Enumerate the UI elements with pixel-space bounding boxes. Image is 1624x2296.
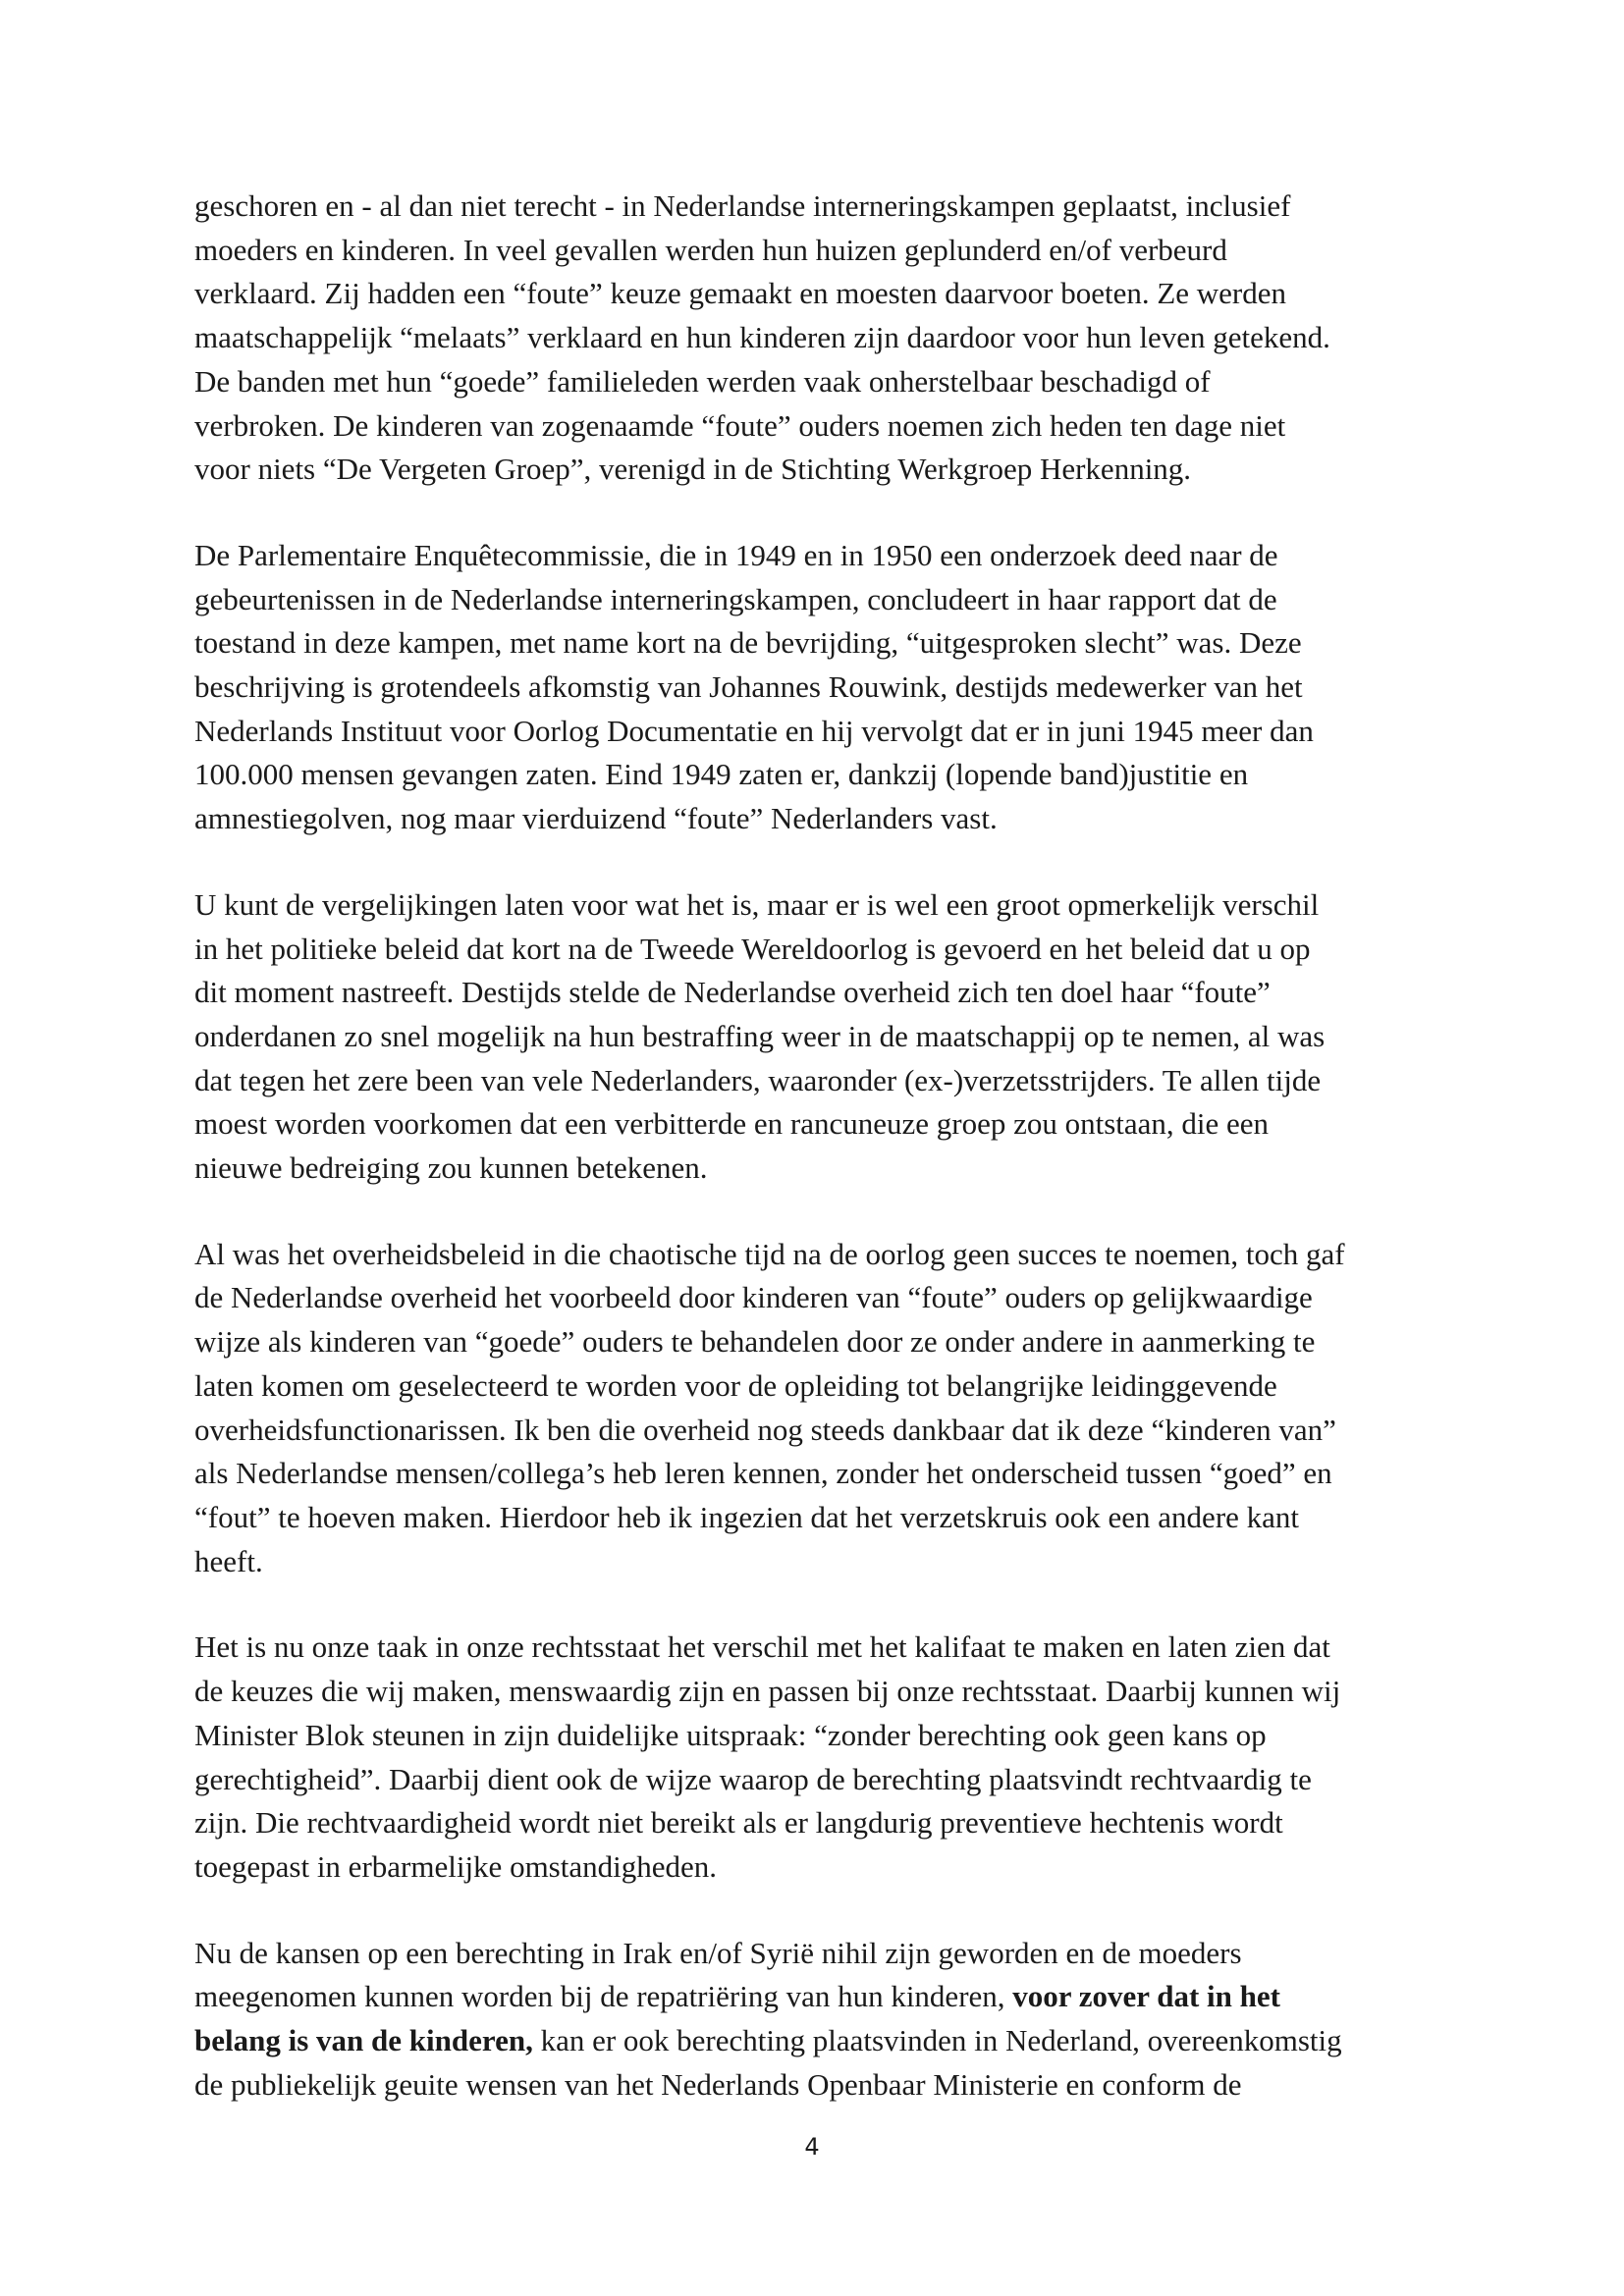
text-line: overheidsfunctionarissen. Ik ben die overheid nog steeds dankbaar dat ik deze “kinderen van” — [194, 1412, 1336, 1447]
text-line: Al was het overheidsbeleid in die chaotische tijd na de oorlog geen succes te noemen, toch gaf — [194, 1236, 1345, 1271]
text-line: Nu de kansen op een berechting in Irak en/of Syrië nihil zijn geworden en de moeders — [194, 1935, 1242, 1970]
text-line: De banden met hun “goede” familieleden werden vaak onherstelbaar beschadigd of — [194, 363, 1211, 399]
text-line: toestand in deze kampen, met name kort na de bevrijding, “uitgesproken slecht” was. Deze — [194, 625, 1302, 661]
text-line: beschrijving is grotendeels afkomstig van Johannes Rouwink, destijds medewerker van het — [194, 669, 1303, 705]
bold-text-run: belang is van de kinderen, — [194, 2023, 533, 2058]
text-line: verklaard. Zij hadden een “foute” keuze gemaakt en moesten daarvoor boeten. Ze werden — [194, 276, 1287, 311]
bold-text-run: voor zover dat in het — [1012, 1979, 1280, 2014]
text-line: gebeurtenissen in de Nederlandse interneringskampen, concludeert in haar rapport dat de — [194, 581, 1277, 616]
text-line: verbroken. De kinderen van zogenaamde “foute” ouders noemen zich heden ten dage niet — [194, 407, 1286, 443]
text-line: laten komen om geselecteerd te worden voor de opleiding tot belangrijke leidinggevende — [194, 1367, 1277, 1403]
text-line: “fout” te hoeven maken. Hierdoor heb ik ingezien dat het verzetskruis ook een andere kant — [194, 1499, 1300, 1534]
text-line: in het politieke beleid dat kort na de Tweede Wereldoorlog is gevoerd en het beleid dat u op — [194, 931, 1311, 966]
text-line: toegepast in erbarmelijke omstandigheden. — [194, 1848, 717, 1884]
text-line: dit moment nastreeft. Destijds stelde de Nederlandse overheid zich ten doel haar “foute” — [194, 975, 1271, 1010]
text-line: wijze als kinderen van “goede” ouders te behandelen door ze onder andere in aanmerking te — [194, 1324, 1316, 1360]
page-number: 4 — [804, 2133, 820, 2161]
text-line: de Nederlandse overheid het voorbeeld door kinderen van “foute” ouders op gelijkwaardige — [194, 1280, 1313, 1315]
document-body — [194, 185, 1461, 2149]
text-line: moeders en kinderen. In veel gevallen werden hun huizen geplunderd en/of verbeurd — [194, 232, 1227, 267]
text-line: dat tegen het zere been van vele Nederlanders, waaronder (ex-)verzetsstrijders. Te allen tijde — [194, 1062, 1322, 1097]
text-line: Nederlands Instituut voor Oorlog Documentatie en hij vervolgt dat er in juni 1945 meer dan — [194, 713, 1314, 748]
text-line: amnestiegolven, nog maar vierduizend “foute” Nederlanders vast. — [194, 801, 998, 836]
text-line: Minister Blok steunen in zijn duidelijke uitspraak: “zonder berechting ook geen kans op — [194, 1717, 1267, 1752]
paragraph-4 — [194, 1233, 1461, 1584]
paragraph-2 — [194, 534, 1461, 841]
text-line: nieuwe bedreiging zou kunnen betekenen. — [194, 1150, 708, 1186]
text-line: geschoren en - al dan niet terecht - in Nederlandse interneringskampen geplaatst, inclusief — [194, 188, 1291, 223]
text-line: de keuzes die wij maken, menswaardig zijn en passen bij onze rechtsstaat. Daarbij kunnen wij — [194, 1674, 1341, 1709]
text-run: meegenomen kunnen worden bij de repatriëring van hun kinderen, — [194, 1979, 1013, 2014]
text-line: heeft. — [194, 1543, 263, 1578]
paragraph-5 — [194, 1626, 1461, 1889]
text-line: De Parlementaire Enquêtecommissie, die in 1949 en in 1950 een onderzoek deed naar de — [194, 537, 1278, 572]
text-line: U kunt de vergelijkingen laten voor wat het is, maar er is wel een groot opmerkelijk verschil — [194, 886, 1320, 922]
text-line: onderdanen zo snel mogelijk na hun bestraffing weer in de maatschappij op te nemen, al was — [194, 1018, 1326, 1053]
text-line: maatschappelijk “melaats” verklaard en hun kinderen zijn daardoor voor hun leven getekend. — [194, 320, 1330, 355]
text-line: 100.000 mensen gevangen zaten. Eind 1949 zaten er, dankzij (lopende band)justitie en — [194, 757, 1249, 792]
text-run: kan er ook berechting plaatsvinden in Nederland, overeenkomstig — [532, 2023, 1342, 2058]
text-line — [194, 2019, 1461, 2063]
text-line: zijn. Die rechtvaardigheid wordt niet bereikt als er langdurig preventieve hechtenis wordt — [194, 1805, 1283, 1841]
text-line: als Nederlandse mensen/collega’s heb leren kennen, zonder het onderscheid tussen “goed” en — [194, 1456, 1332, 1491]
text-line: Het is nu onze taak in onze rechtsstaat het verschil met het kalifaat te maken en laten zien dat — [194, 1629, 1330, 1665]
paragraph-1 — [194, 185, 1461, 492]
text-line: gerechtigheid”. Daarbij dient ook de wijze waarop de berechting plaatsvindt rechtvaardig te — [194, 1761, 1312, 1796]
text-line: de publiekelijk geuite wensen van het Nederlands Openbaar Ministerie en conform de — [194, 2066, 1242, 2102]
paragraph-3 — [194, 883, 1461, 1191]
text-line — [194, 1975, 1461, 2019]
paragraph-6 — [194, 1932, 1461, 2108]
text-line: voor niets “De Vergeten Groep”, verenigd in de Stichting Werkgroep Herkenning. — [194, 452, 1192, 487]
text-line: moest worden voorkomen dat een verbitterde en rancuneuze groep zou ontstaan, die een — [194, 1106, 1270, 1142]
